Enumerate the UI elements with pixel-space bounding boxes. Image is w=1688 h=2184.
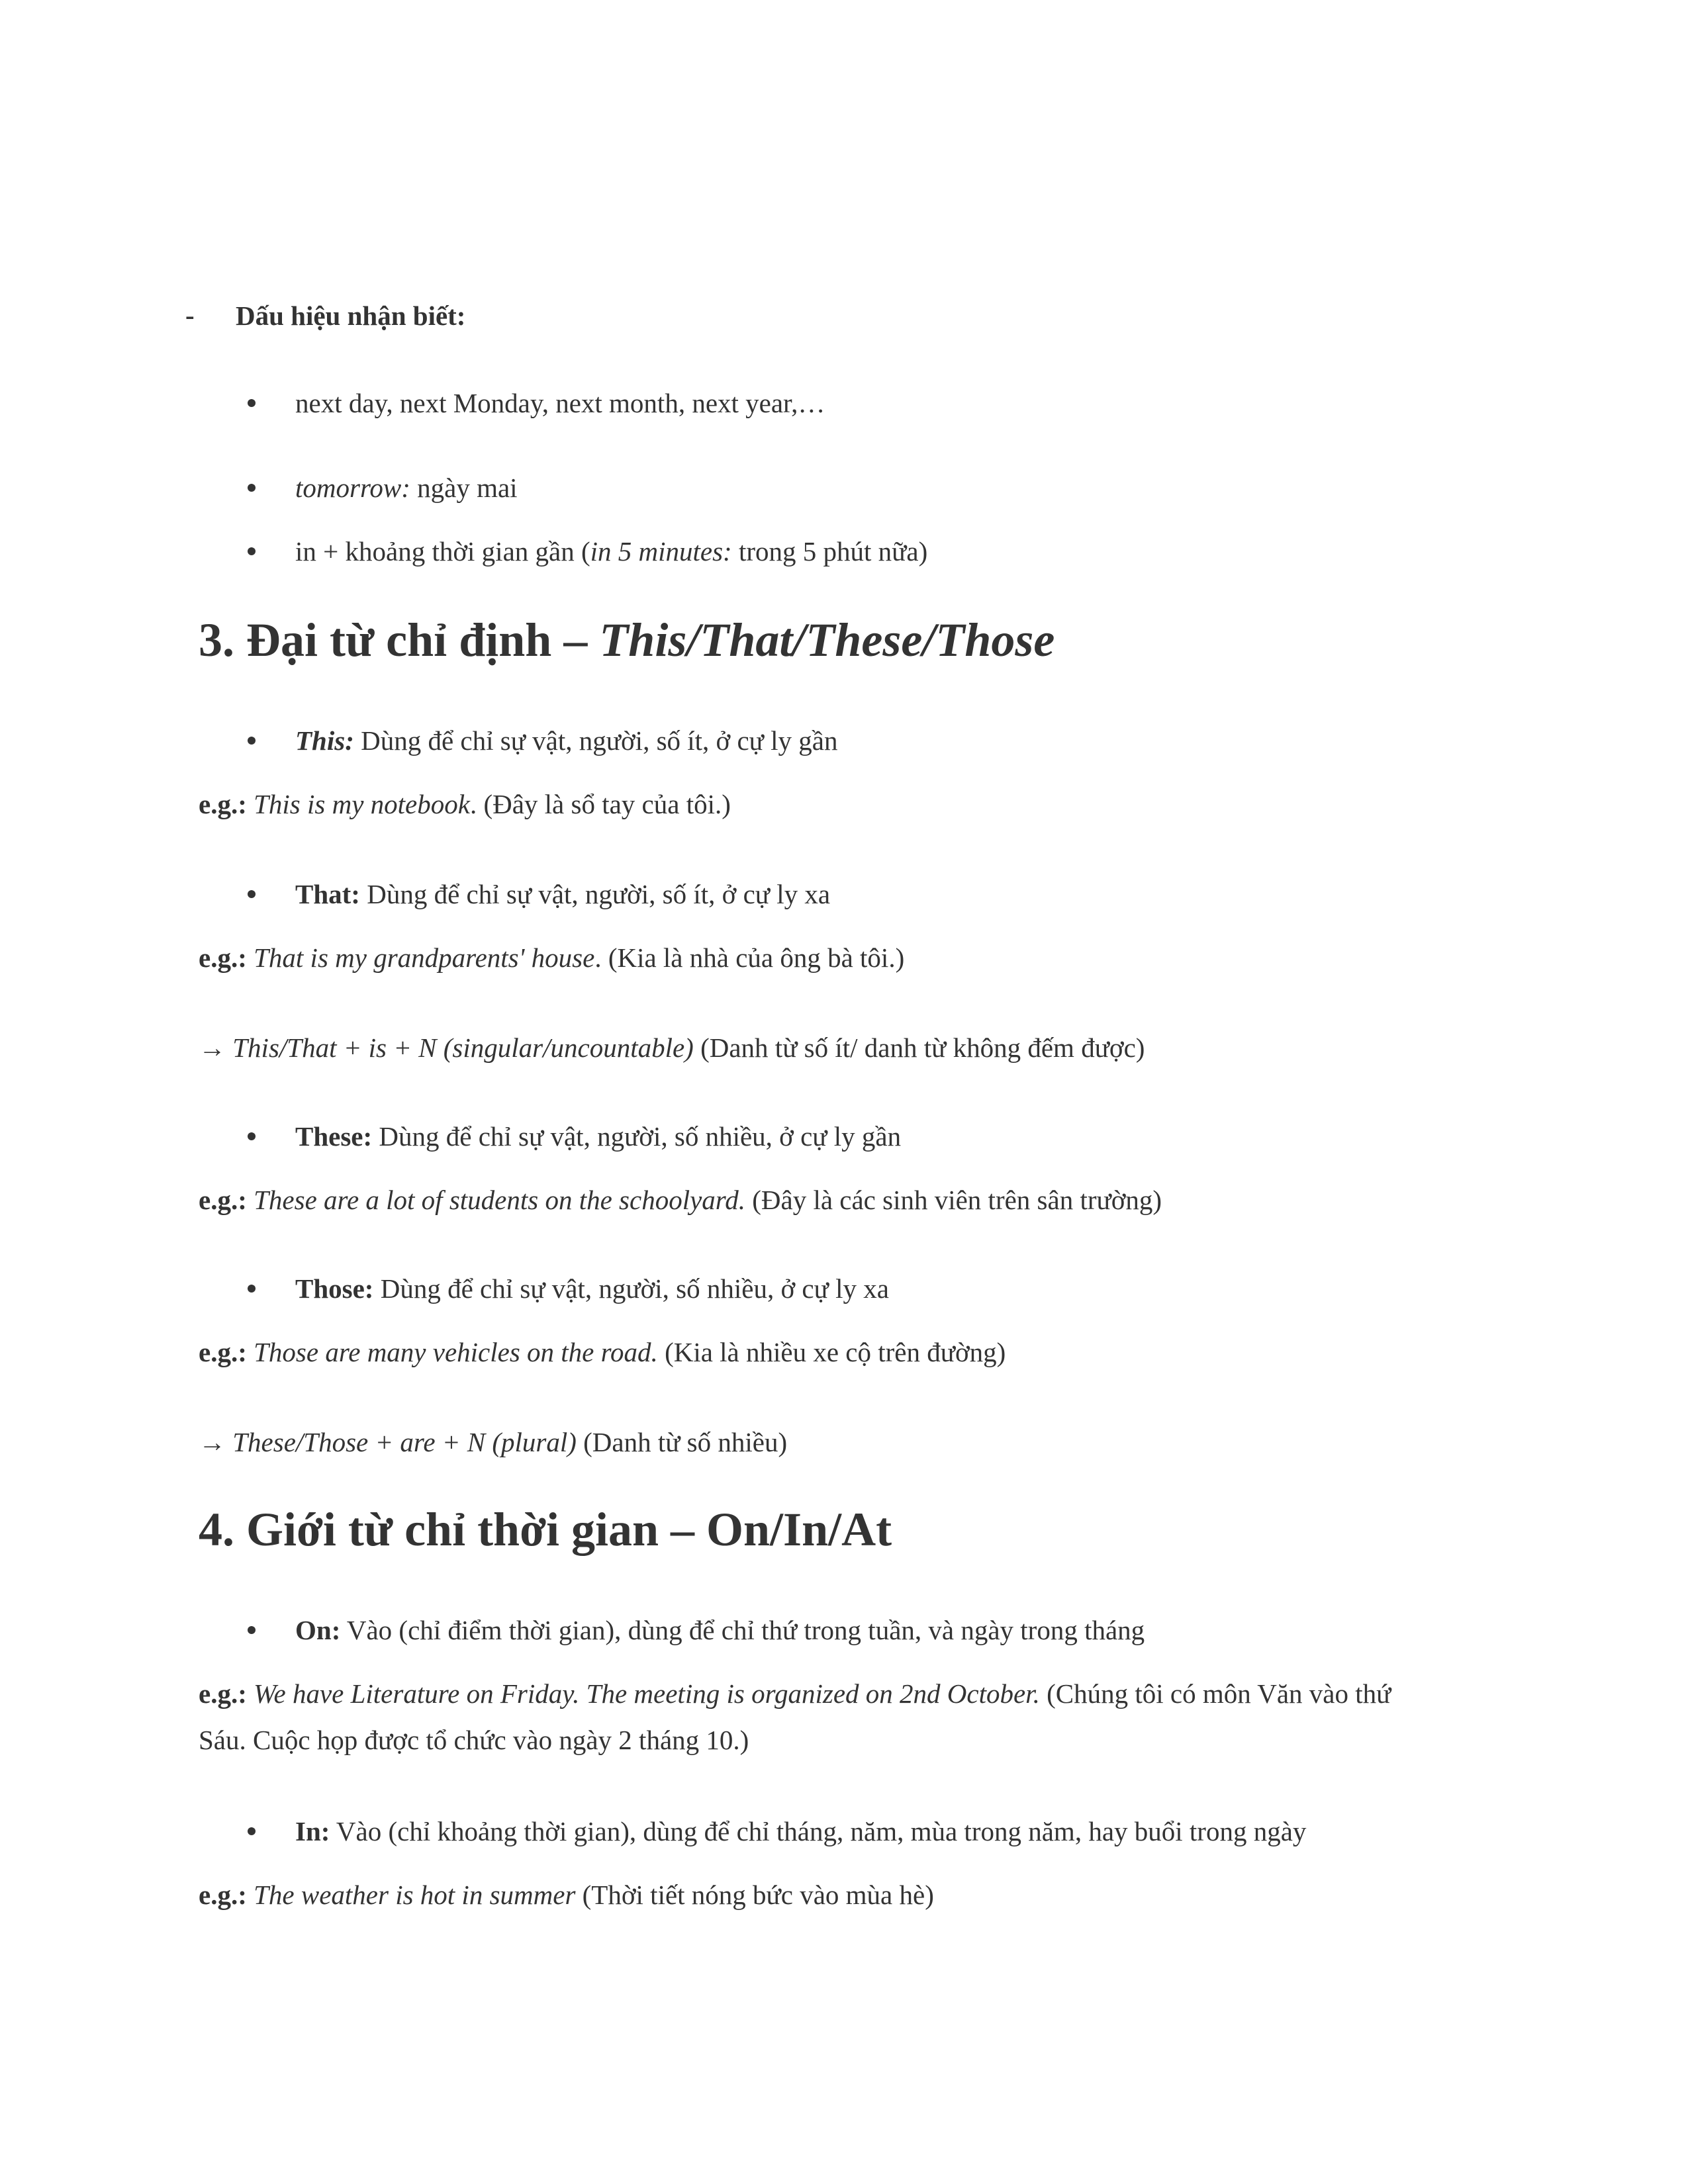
bullet-icon [248,737,256,745]
eg-label: e.g.: [199,789,247,819]
bullet-icon [248,547,256,555]
section-3-heading [199,612,1055,668]
bullet-icon [248,1132,256,1140]
those-definition [295,1272,889,1305]
bullet-icon [248,1285,256,1293]
in-term: In: [295,1816,330,1846]
sign-item-3-post: trong 5 phút nữa) [731,536,928,567]
singular-formula: This/That + is + N (singular/uncountable) [226,1032,694,1063]
that-definition [295,878,830,911]
that-example-text: That is my grandparents' house [246,942,595,973]
sign-item-1-text: next day, next Monday, next month, next year,… [295,388,825,418]
this-term: This: [295,725,354,756]
bullet-icon [248,399,256,407]
sign-item-3-term: in 5 minutes: [590,536,732,567]
on-example-text: We have Literature on Friday. The meeting is organized on 2nd October. [246,1678,1040,1709]
that-desc: Dùng để chỉ sự vật, người, số ít, ở cự ly xa [359,879,831,909]
in-definition [295,1815,1306,1848]
eg-label: e.g.: [199,1880,247,1910]
singular-rule [199,1031,1145,1064]
plural-rule [199,1426,787,1459]
these-desc: Dùng để chỉ sự vật, người, số nhiều, ở cự ly gần [372,1121,902,1152]
on-example-continued [199,1723,749,1756]
these-example-tail: (Đây là các sinh viên trên sân trường) [745,1185,1162,1215]
in-example [199,1878,934,1911]
sign-item-3-pre: in + khoảng thời gian gần ( [295,536,590,567]
those-desc: Dùng để chỉ sự vật, người, số nhiều, ở cự ly xa [373,1273,889,1304]
section-3-heading-text: 3. Đại từ chỉ định – [199,614,600,666]
singular-rule-tail: (Danh từ số ít/ danh từ không đếm được) [693,1032,1145,1063]
that-example [199,941,904,974]
eg-label: e.g.: [199,1337,247,1367]
sign-item-2 [295,471,518,504]
bullet-icon [248,1827,256,1835]
on-definition [295,1614,1145,1647]
these-example-text: These are a lot of students on the schoolyard. [246,1185,745,1215]
on-example-tail: (Chúng tôi có môn Văn vào thứ [1039,1678,1391,1709]
on-example-tail-2: Sáu. Cuộc họp được tổ chức vào ngày 2 tháng 10.) [199,1725,749,1755]
sign-item-2-text: ngày mai [410,473,518,503]
sign-item-3 [295,535,927,568]
this-example-text: This is my notebook [246,789,470,819]
arrow-icon: → [199,1032,226,1063]
that-term: That: [295,879,360,909]
these-definition [295,1120,901,1153]
on-desc: Vào (chỉ điểm thời gian), dùng để chỉ thứ trong tuần, và ngày trong tháng [340,1615,1145,1645]
bullet-icon [248,890,256,898]
on-example [199,1677,1391,1710]
signs-label-text: Dấu hiệu nhận biết: [236,300,466,331]
bullet-icon [248,1626,256,1634]
section-3-heading-italic: This/That/These/Those [599,614,1055,666]
those-example-text: Those are many vehicles on the road. [246,1337,658,1367]
section-4-heading [199,1501,892,1558]
these-example [199,1183,1162,1216]
eg-label: e.g.: [199,942,247,973]
this-example [199,788,731,821]
on-term: On: [295,1615,341,1645]
plural-formula: These/Those + are + N (plural) [226,1427,577,1457]
bullet-icon [248,484,256,492]
in-example-tail: (Thời tiết nóng bức vào mùa hè) [575,1880,934,1910]
signs-label [236,299,465,332]
arrow-icon: → [199,1427,226,1457]
those-term: Those: [295,1273,374,1304]
those-example-tail: (Kia là nhiều xe cộ trên đường) [657,1337,1006,1367]
in-desc: Vào (chỉ khoảng thời gian), dùng để chỉ tháng, năm, mùa trong năm, hay buổi trong ngày [330,1816,1307,1846]
sign-item-1 [295,387,825,420]
eg-label: e.g.: [199,1678,247,1709]
those-example [199,1336,1006,1369]
this-definition [295,724,838,757]
list-dash: - [185,300,195,330]
this-desc: Dùng để chỉ sự vật, người, số ít, ở cự ly gần [353,725,838,756]
in-example-text: The weather is hot in summer [246,1880,576,1910]
sign-item-2-term: tomorrow: [295,473,410,503]
this-example-tail: . (Đây là sổ tay của tôi.) [469,789,731,819]
that-example-tail: . (Kia là nhà của ông bà tôi.) [594,942,905,973]
plural-rule-tail: (Danh từ số nhiều) [576,1427,788,1457]
these-term: These: [295,1121,373,1152]
eg-label: e.g.: [199,1185,247,1215]
section-4-heading-text: 4. Giới từ chỉ thời gian – On/In/At [199,1503,892,1556]
